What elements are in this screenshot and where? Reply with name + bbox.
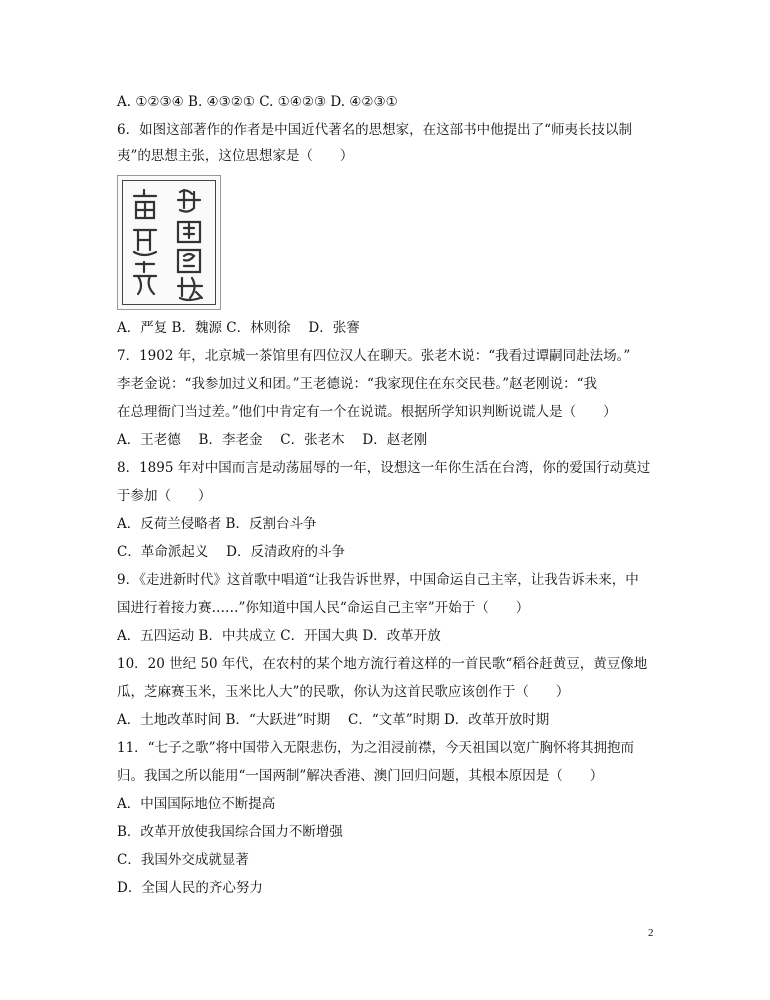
q7-stem-1: 7．1902 年，北京城一茶馆里有四位汉人在聊天。张老木说：“我看过谭嗣同赴法场。” — [117, 348, 631, 364]
q6-stem-2: 夷”的思想主张，这位思想家是（ ） — [117, 148, 354, 164]
q8-options-1: A．反荷兰侵略者 B．反割台斗争 — [117, 516, 317, 532]
q10-options: A．土地改革时间 B．“大跃进”时期 C．“文革”时期 D．改革开放时期 — [117, 712, 550, 728]
book-title-seal-icon — [117, 175, 221, 310]
q9-stem-1: 9．《走进新时代》这首歌中唱道“让我告诉世界，中国命运自己主宰，让我告诉未来，中 — [117, 572, 639, 588]
q10-stem-2: 瓜，芝麻赛玉米，玉米比人大”的民歌，你认为这首民歌应该创作于（ ） — [117, 684, 570, 700]
q7-options: A．王老德 B．李老金 C．张老木 D．赵老刚 — [117, 432, 428, 448]
q10-stem-1: 10．20 世纪 50 年代，在农村的某个地方流行着这样的一首民歌“稻谷赶黄豆，黄豆像地 — [117, 656, 648, 672]
q11-option-c: C．我国外交成就显著 — [117, 852, 249, 868]
q9-stem-2: 国进行着接力赛……”你知道中国人民“命运自己主宰”开始于（ ） — [117, 600, 530, 616]
q11-option-d: D．全国人民的齐心努力 — [117, 880, 263, 896]
q7-stem-3: 在总理衙门当过差。”他们中肯定有一个在说谎。根据所学知识判断说谎人是（ ） — [117, 404, 617, 420]
page-number: 2 — [648, 927, 654, 939]
q11-stem-1: 11．“七子之歌”将中国带入无限悲伤，为之泪浸前襟，今天祖国以宽广胸怀将其拥抱而 — [117, 740, 634, 756]
q11-stem-2: 归。我国之所以能用“一国两制”解决香港、澳门回归问题，其根本原因是（ ） — [117, 768, 604, 784]
q6-stem-1: 6．如图这部著作的作者是中国近代著名的思想家，在这部书中他提出了“师夷长技以制 — [117, 122, 632, 138]
q8-stem-1: 8．1895 年对中国而言是动荡屈辱的一年，设想这一年你生活在台湾，你的爱国行动莫过 — [117, 460, 651, 476]
q11-option-b: B．改革开放使我国综合国力不断增强 — [117, 824, 343, 840]
q7-stem-2: 李老金说：“我参加过义和团。”王老德说：“我家现住在东交民巷。”赵老刚说：“我 — [117, 376, 598, 392]
q6-options: A．严复 B．魏源 C．林则徐 D．张謇 — [117, 320, 360, 336]
q9-options: A．五四运动 B．中共成立 C．开国大典 D．改革开放 — [117, 628, 441, 644]
q8-options-2: C．革命派起义 D．反清政府的斗争 — [117, 544, 345, 560]
q8-stem-2: 于参加（ ） — [117, 488, 212, 504]
q5-options: A. ①②③④ B. ④③②① C. ①④②③ D. ④②③① — [117, 94, 398, 110]
q11-option-a: A．中国国际地位不断提高 — [117, 796, 276, 812]
